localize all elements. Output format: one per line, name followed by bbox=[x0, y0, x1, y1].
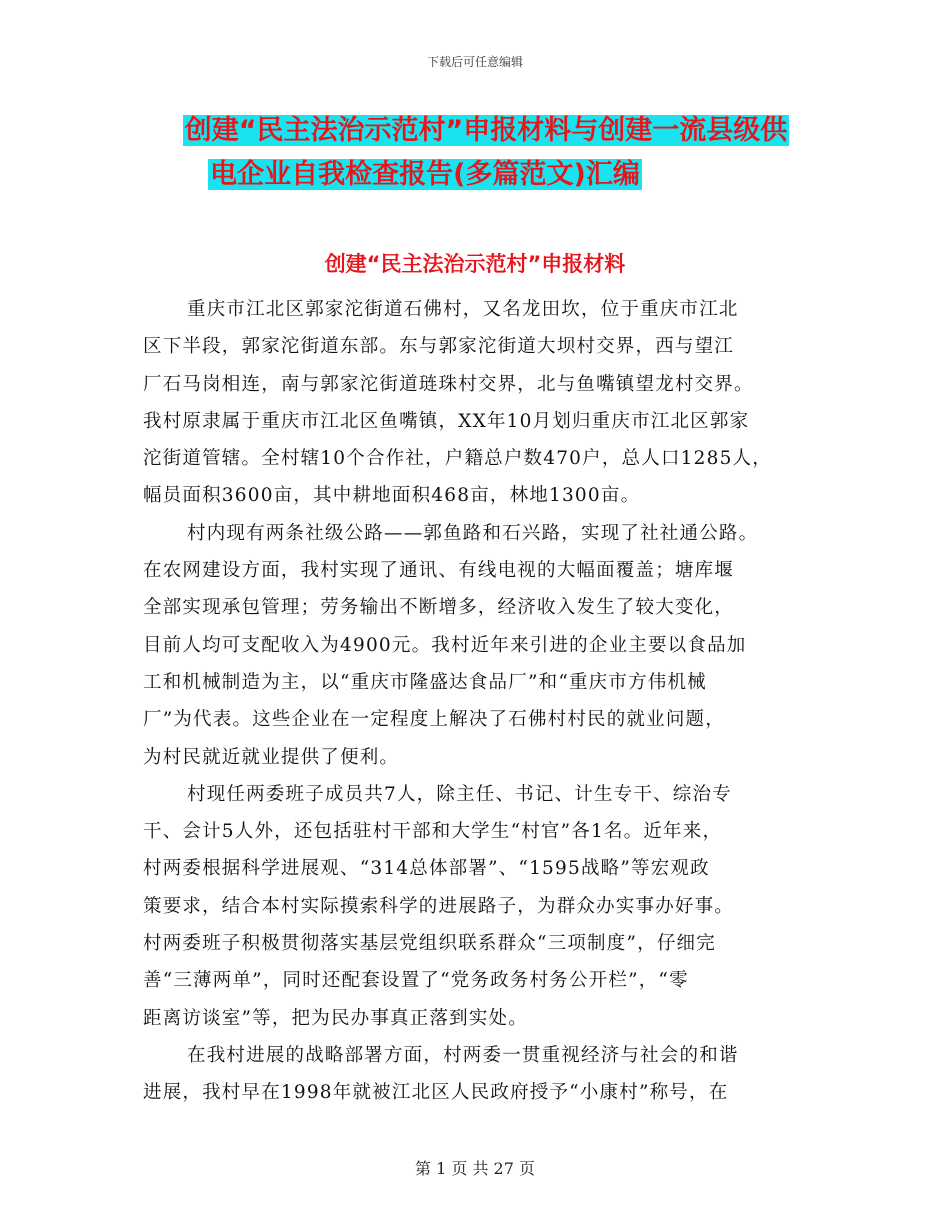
body-line: 村两委根据科学进展观、“314总体部署”、“1595战略”等宏观政 bbox=[143, 858, 710, 880]
body-line: 善“三薄两单”，同时还配套设置了“党务政务村务公开栏”，“零 bbox=[143, 970, 689, 992]
body-line: 距离访谈室”等，把为民办事真正落到实处。 bbox=[143, 1007, 528, 1029]
body-line: 为村民就近就业提供了便利。 bbox=[143, 746, 400, 768]
section-title: 创建“民主法治示范村”申报材料 bbox=[324, 252, 626, 276]
body-line: 策要求，结合本村实际摸索科学的进展路子，为群众办实事办好事。 bbox=[143, 895, 735, 917]
body-line: 村两委班子积极贯彻落实基层党组织联系群众“三项制度”，仔细完 bbox=[143, 933, 716, 955]
body-line: 在我村进展的战略部署方面，村两委一贯重视经济与社会的和谐 bbox=[187, 1044, 739, 1066]
document-title-text-2: 电企业自我检查报告(多篇范文)汇编 bbox=[210, 159, 640, 190]
body-line: 全部实现承包管理；劳务输出不断增多，经济收入发生了较大变化， bbox=[143, 597, 735, 619]
body-line: 干、会计5人外，还包括驻村干部和大学生“村官”各1名。近年来， bbox=[143, 821, 723, 843]
body-line: 我村原隶属于重庆市江北区鱼嘴镇，XX年10月划归重庆市江北区郭家 bbox=[143, 410, 750, 432]
body-line: 厂石马岗相连，南与郭家沱街道琏珠村交界，北与鱼嘴镇望龙村交界。 bbox=[143, 373, 754, 395]
body-line: 厂”为代表。这些企业在一定程度上解决了石佛村村民的就业问题， bbox=[143, 709, 725, 731]
header-note: 下载后可任意编辑 bbox=[426, 55, 523, 69]
body-line: 区下半段，郭家沱街道东部。东与郭家沱街道大坝村交界，西与望江 bbox=[143, 336, 735, 358]
body-line: 在农网建设方面，我村实现了通讯、有线电视的大幅面覆盖；塘库堰 bbox=[143, 560, 735, 582]
document-title-line-1 bbox=[0, 112, 950, 150]
body-line: 进展，我村早在1998年就被江北区人民政府授予“小康村”称号，在 bbox=[143, 1082, 729, 1104]
body-line: 目前人均可支配收入为4900元。我村近年来引进的企业主要以食品加 bbox=[143, 634, 747, 656]
body-line: 沱街道管辖。全村辖10个合作社，户籍总户数470户，总人口1285人， bbox=[143, 448, 772, 470]
document-title-text-1: 创建“民主法治示范村”申报材料与创建一流县级供 bbox=[184, 115, 788, 146]
body-line: 幅员面积3600亩，其中耕地面积468亩，林地1300亩。 bbox=[143, 485, 641, 507]
body-line: 重庆市江北区郭家沱街道石佛村，又名龙田坎，位于重庆市江北 bbox=[187, 299, 739, 320]
body-line: 村现任两委班子成员共7人，除主任、书记、计生专干、综治专 bbox=[187, 783, 732, 805]
body-text bbox=[143, 291, 833, 1112]
body-line: 工和机械制造为主，以“重庆市隆盛达食品厂”和“重庆市方伟机械 bbox=[143, 671, 707, 693]
document-title-line-2 bbox=[0, 156, 900, 194]
page-footer: 第 1 页 共 27 页 bbox=[415, 1159, 535, 1178]
body-line: 村内现有两条社级公路——郭鱼路和石兴路，实现了社社通公路。 bbox=[187, 522, 759, 544]
